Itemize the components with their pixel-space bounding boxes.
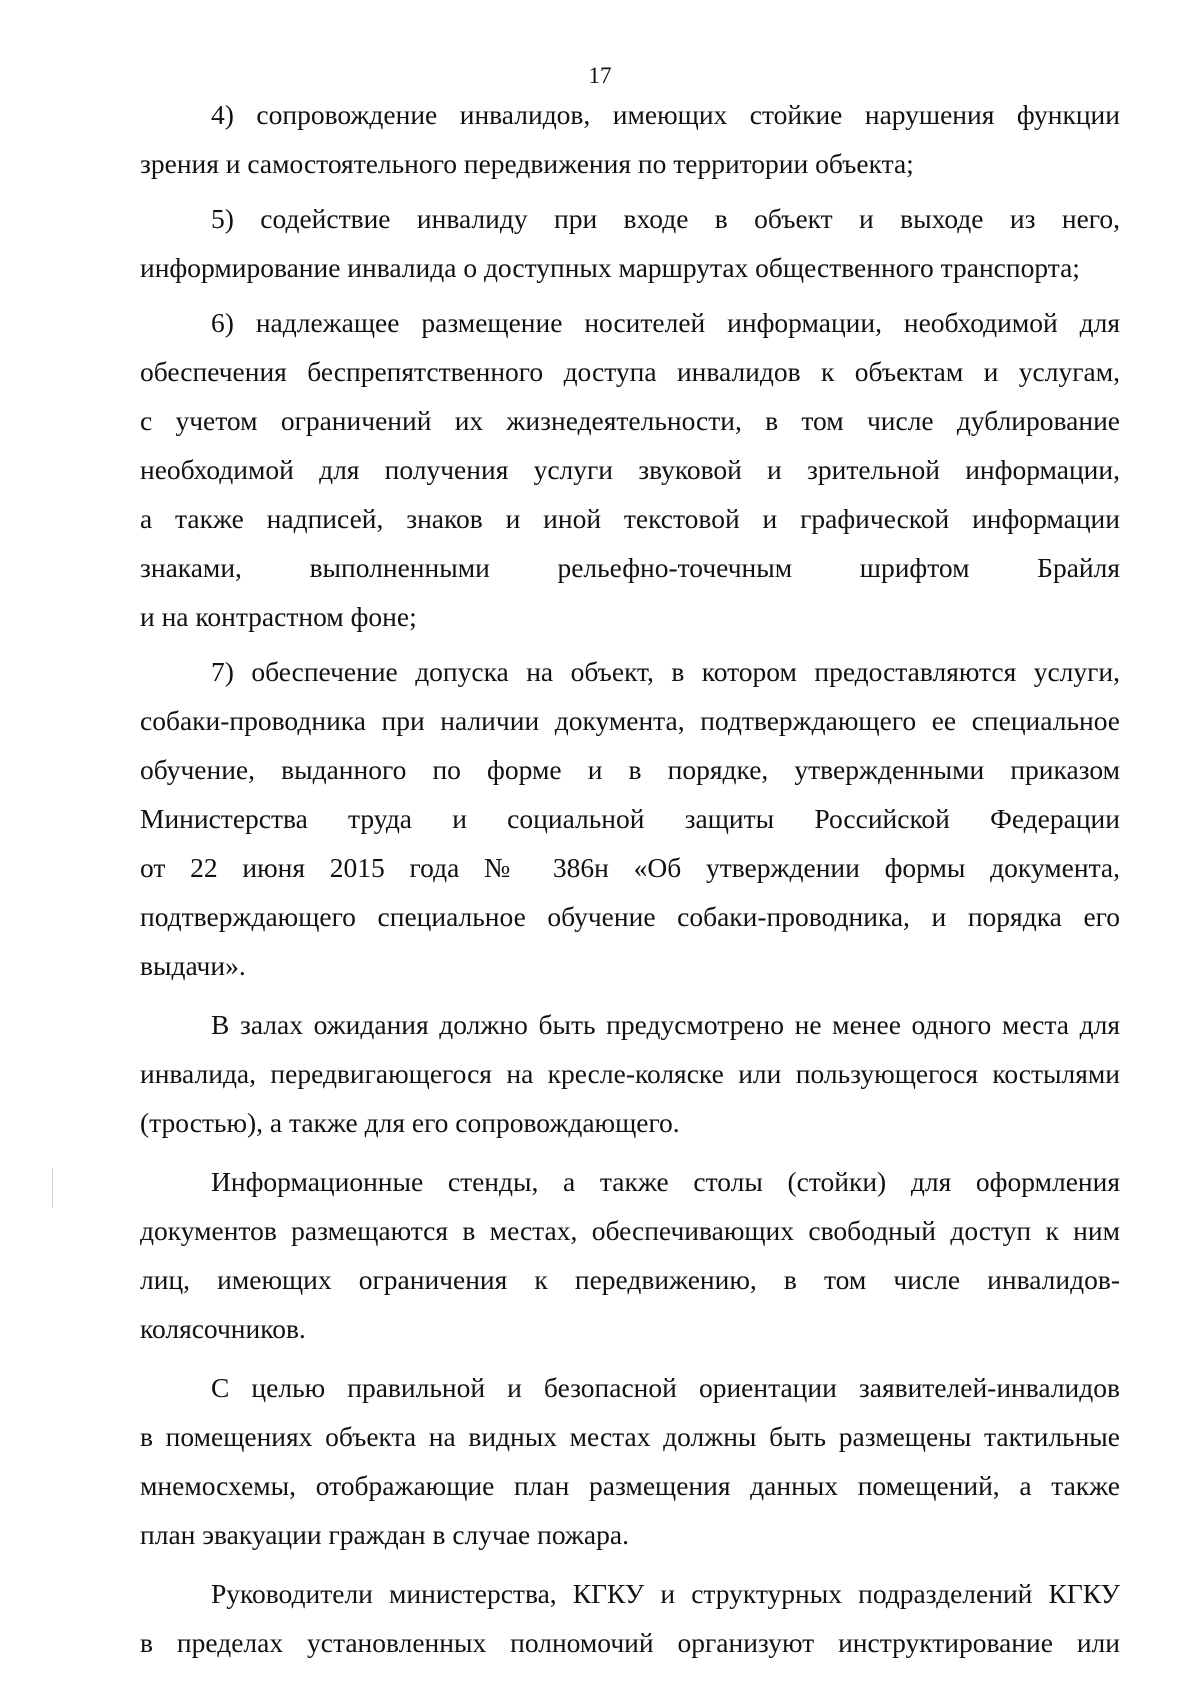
text-line: собаки-проводника при наличии документа, подтверждающего ее специальное xyxy=(140,705,1120,736)
text-line: 6) надлежащее размещение носителей информации, необходимой для xyxy=(211,307,1120,338)
text-line: зрения и самостоятельного передвижения по территории объекта; xyxy=(140,148,914,179)
text-line: от 22 июня 2015 года № 386н «Об утверждении формы документа, xyxy=(140,852,1120,883)
text-line: колясочников. xyxy=(140,1313,306,1344)
text-line: (тростью), а также для его сопровождающего. xyxy=(140,1107,680,1138)
text-line: знаками, выполненными рельефно-точечным шрифтом Брайля xyxy=(140,552,1120,583)
text-line: 7) обеспечение допуска на объект, в котором предоставляются услуги, xyxy=(211,656,1120,687)
paragraph-info-stands xyxy=(140,1157,1120,1353)
paragraph-item-4 xyxy=(140,90,1120,188)
text-line: план эвакуации граждан в случае пожара. xyxy=(140,1519,629,1550)
text-line: подтверждающего специальное обучение собаки-проводника, и порядка его xyxy=(140,901,1120,932)
text-line: а также надписей, знаков и иной текстовой и графической информации xyxy=(140,503,1120,534)
text-line: 4) сопровождение инвалидов, имеющих стойкие нарушения функции xyxy=(211,99,1120,130)
text-line: Информационные стенды, а также столы (стойки) для оформления xyxy=(211,1166,1120,1197)
text-line: документов размещаются в местах, обеспечивающих свободный доступ к ним xyxy=(140,1215,1120,1246)
text-line: и на контрастном фоне; xyxy=(140,601,417,632)
text-line: Руководители министерства, КГКУ и структурных подразделений КГКУ xyxy=(211,1578,1120,1609)
text-line: информирование инвалида о доступных маршрутах общественного транспорта; xyxy=(140,252,1080,283)
text-line: необходимой для получения услуги звуковой и зрительной информации, xyxy=(140,454,1120,485)
paragraph-orientation xyxy=(140,1363,1120,1559)
text-line: Министерства труда и социальной защиты Российской Федерации xyxy=(140,803,1120,834)
paragraph-waiting-halls xyxy=(140,1000,1120,1147)
text-line: обучение, выданного по форме и в порядке, утвержденными приказом xyxy=(140,754,1120,785)
text-line: мнемосхемы, отображающие план размещения данных помещений, а также xyxy=(140,1470,1120,1501)
paragraph-managers xyxy=(140,1569,1120,1667)
text-line: в пределах установленных полномочий организуют инструктирование или xyxy=(140,1627,1120,1658)
page-number: 17 xyxy=(588,63,612,88)
text-line: в помещениях объекта на видных местах должны быть размещены тактильные xyxy=(140,1421,1120,1452)
paragraph-item-6 xyxy=(140,298,1120,641)
paragraph-item-5 xyxy=(140,194,1120,292)
text-line: С целью правильной и безопасной ориентации заявителей-инвалидов xyxy=(211,1372,1120,1403)
text-line: выдачи». xyxy=(140,950,246,981)
text-line: инвалида, передвигающегося на кресле-коляске или пользующегося костылями xyxy=(140,1058,1120,1089)
text-line: 5) содействие инвалиду при входе в объект и выходе из него, xyxy=(211,203,1120,234)
text-line: лиц, имеющих ограничения к передвижению, в том числе инвалидов- xyxy=(140,1264,1120,1295)
scan-margin-mark xyxy=(52,1168,53,1208)
paragraph-item-7 xyxy=(140,647,1120,990)
text-line: с учетом ограничений их жизнедеятельности, в том числе дублирование xyxy=(140,405,1120,436)
text-line: обеспечения беспрепятственного доступа инвалидов к объектам и услугам, xyxy=(140,356,1120,387)
body-text xyxy=(140,90,1120,1667)
text-line: В залах ожидания должно быть предусмотрено не менее одного места для xyxy=(211,1009,1120,1040)
